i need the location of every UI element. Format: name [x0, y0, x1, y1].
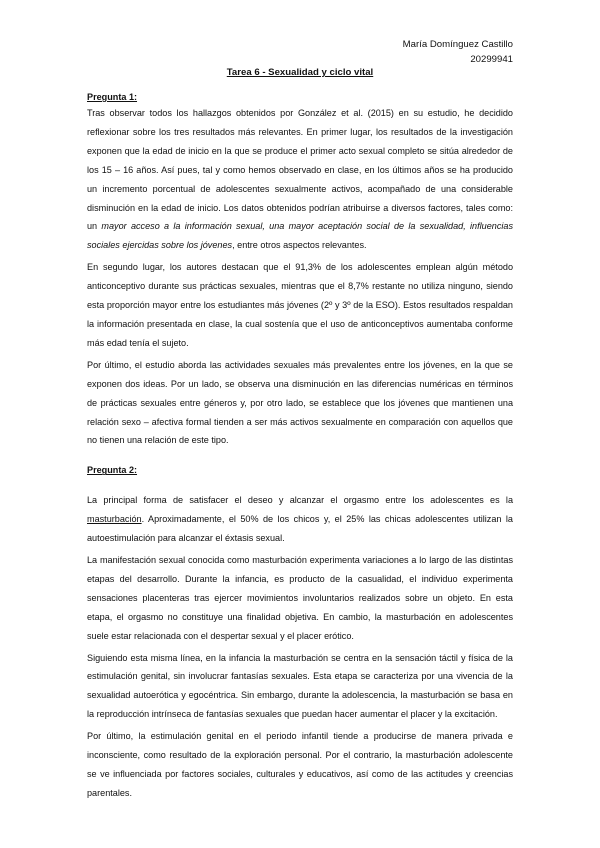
- question-2-paragraph-4: Por último, la estimulación genital en el periodo infantil tiende a producirse de manera privada e inconsciente, como resultado de la exploración personal. Por el contrario, la masturbación adolescente se ve influenciada por factores sociales, culturales y educativos, así como de las actitudes y creencias parentales.: [87, 731, 513, 798]
- author-block: [403, 37, 513, 67]
- student-id: 20299941: [470, 54, 513, 65]
- q1-p1-text-a: Tras observar todos los hallazgos obtenidos por González et al. (2015) en su estudio, he decidido reflexionar sobre los tres resultados más relevantes. En primer lugar, los resultados de la investigación exponen que la edad de inicio en la que se produce el primer acto sexual completo se sitúa alrededor de los 15 – 16 años. Así pues, tal y como hemos observado en clase, en los últimos años se ha producido un incremento porcentual de adolescentes sexualmente activos, acompañado de una considerable disminución en la edad de inicio. Los datos obtenidos podrían atribuirse a diversos factores, tales como: un: [87, 108, 513, 232]
- question-1-heading: Pregunta 1:: [87, 92, 138, 102]
- q1-p1-text-b: , entre otros aspectos relevantes.: [232, 240, 367, 251]
- question-2-paragraph-2: La manifestación sexual conocida como masturbación experimenta variaciones a lo largo de las distintas etapas del desarrollo. Durante la infancia, es producto de la casualidad, el individuo experimenta sensaciones placenteras tras ejercer movimientos involuntarios realizados sobre un objeto. En esta etapa, el orgasmo no constituye una finalidad objetiva. En cambio, la masturbación en adolescentes suele estar relacionada con el despertar sexual y el placer erótico.: [87, 555, 513, 641]
- question-1-paragraph-3: Por último, el estudio aborda las actividades sexuales más prevalentes entre los jóvenes, en la que se exponen dos ideas. Por un lado, se observa una disminución en las diferencias numéricas en términos de prácticas sexuales entre géneros y, por otro lado, se establece que los jóvenes que mantienen una relación sexo – afectiva formal tienden a ser más activos sexualmente en comparación con aquellos que no tienen una relación de este tipo.: [87, 359, 513, 446]
- document-body: [87, 90, 513, 806]
- q2-p1-text-b: . Aproximadamente, el 50% de los chicos y, el 25% las chicas adolescentes utilizan la autoestimulación para alcanzar el éxtasis sexual.: [87, 514, 513, 544]
- q2-p1-underlined: masturbación: [87, 514, 142, 525]
- question-1-paragraph-2: En segundo lugar, los autores destacan que el 91,3% de los adolescentes emplean algún método anticonceptivo durante sus prácticas sexuales, mientras que el 8,7% restante no utiliza ninguno, siendo esta proporción mayor entre los estudiantes más jóvenes (2º y 3º de la ESO). Estos resultados respaldan la información presentada en clase, la cual sostenía que el uso de anticonceptivos aumentaba conforme más edad tenía el sujeto.: [87, 262, 513, 348]
- question-1-paragraph-1: [87, 104, 513, 255]
- question-2-heading: Pregunta 2:: [87, 465, 138, 476]
- question-2-paragraph-3: Siguiendo esta misma línea, en la infancia la masturbación se centra en la sensación táctil y física de la estimulación genital, sin involucrar fantasías sexuales. Esta etapa se caracteriza por una vivencia de la sexualidad autoerótica y egocéntrica. Sin embargo, durante la adolescencia, la masturbación se basa en la reproducción intrínseca de fantasías sexuales que puedan hacer aumentar el placer y la excitación.: [87, 652, 513, 720]
- question-2-paragraph-1: [87, 491, 513, 548]
- author-name: María Domínguez Castillo: [402, 39, 513, 50]
- document-title: Tarea 6 - Sexualidad y ciclo vital: [226, 67, 374, 78]
- q1-p1-emphasis: mayor acceso a la información sexual, una mayor aceptación social de la sexualidad, influencias sociales ejercidas sobre los jóvenes: [87, 221, 513, 251]
- q2-p1-text-a: La principal forma de satisfacer el deseo y alcanzar el orgasmo entre los adolescentes es la: [87, 495, 513, 506]
